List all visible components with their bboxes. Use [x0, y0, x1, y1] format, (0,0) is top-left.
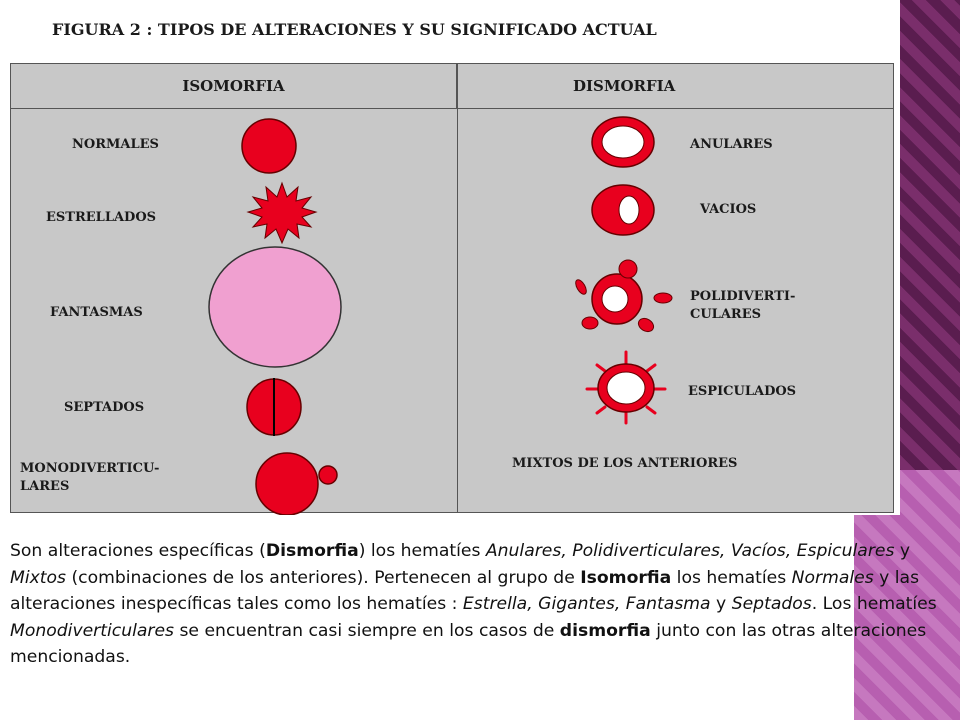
label-monodiverticulares-line1: MONODIVERTICU- — [20, 461, 160, 476]
star-cell-icon — [248, 183, 316, 243]
blebs-bottom-right-icon — [636, 316, 656, 334]
desc-text: y — [894, 541, 911, 561]
header-dismorfia: DISMORFIA — [457, 64, 893, 109]
desc-text: los hematíes — [671, 567, 792, 588]
label-anulares: ANULARES — [690, 137, 773, 152]
description-paragraph — [10, 538, 945, 671]
label-vacios: VACIOS — [700, 202, 757, 217]
desc-text: (combinaciones de los anteriores). Pertenecen al grupo de — [66, 567, 581, 588]
label-estrellados: ESTRELLADOS — [46, 210, 157, 225]
desc-text: . Los hematíes — [811, 594, 937, 614]
annular-center-icon — [602, 126, 644, 158]
blebs-left-icon — [574, 278, 589, 296]
desc-italic-monodiverticulares: Monodiverticulares — [10, 620, 175, 641]
desc-italic-mixtos: Mixtos — [10, 567, 66, 588]
figure-title: FIGURA 2 : TIPOS DE ALTERACIONES Y SU SIGNIFICADO ACTUAL — [52, 20, 657, 39]
label-monodiverticulares-line2: LARES — [20, 479, 70, 494]
empty-center-icon — [619, 196, 639, 224]
desc-text: Son alteraciones específicas ( — [10, 541, 266, 561]
desc-bold-dismorfia: Dismorfia — [265, 541, 359, 561]
header-isomorfia: ISOMORFIA — [11, 64, 457, 109]
polydiverticular-center-icon — [602, 286, 628, 312]
label-mixtos: MIXTOS DE LOS ANTERIORES — [512, 456, 738, 471]
ghost-cell-icon — [209, 247, 341, 367]
desc-text: y — [710, 594, 732, 614]
desc-text: ) los hematíes — [358, 541, 486, 561]
desc-italic-estrella: Estrella, Gigantes, Fantasma — [462, 594, 711, 614]
label-espiculados: ESPICULADOS — [688, 384, 797, 399]
desc-italic-septados: Septados — [731, 594, 812, 614]
label-septados: SEPTADOS — [64, 400, 145, 415]
desc-italic-normales: Normales — [791, 567, 874, 588]
monodiverticular-cell-icon — [256, 453, 318, 515]
label-normales: NORMALES — [72, 137, 159, 152]
normal-cell-icon — [242, 119, 296, 173]
label-polidiverticulares-line2: CULARES — [690, 307, 762, 322]
spiculated-center-icon — [607, 372, 645, 404]
label-polidiverticulares-line1: POLIDIVERTI- — [690, 289, 796, 304]
desc-text: junto con las otras alteraciones mencionadas. — [10, 620, 927, 667]
desc-bold-dismorfia-2: dismorfia — [559, 620, 651, 641]
blebs-top-icon — [619, 260, 637, 278]
diverticulum-icon — [319, 466, 337, 484]
desc-italic-types: Anulares, Polidiverticulares, Vacíos, Espiculares — [485, 541, 895, 561]
blebs-right-icon — [654, 293, 672, 303]
desc-text: y las alteraciones inespecíficas tales como los hematíes : — [10, 567, 920, 614]
label-fantasmas: FANTASMAS — [50, 305, 143, 320]
desc-bold-isomorfia: Isomorfia — [580, 567, 672, 588]
blebs-bottom-left-icon — [582, 317, 598, 329]
desc-text: se encuentran casi siempre en los casos de — [174, 620, 560, 641]
